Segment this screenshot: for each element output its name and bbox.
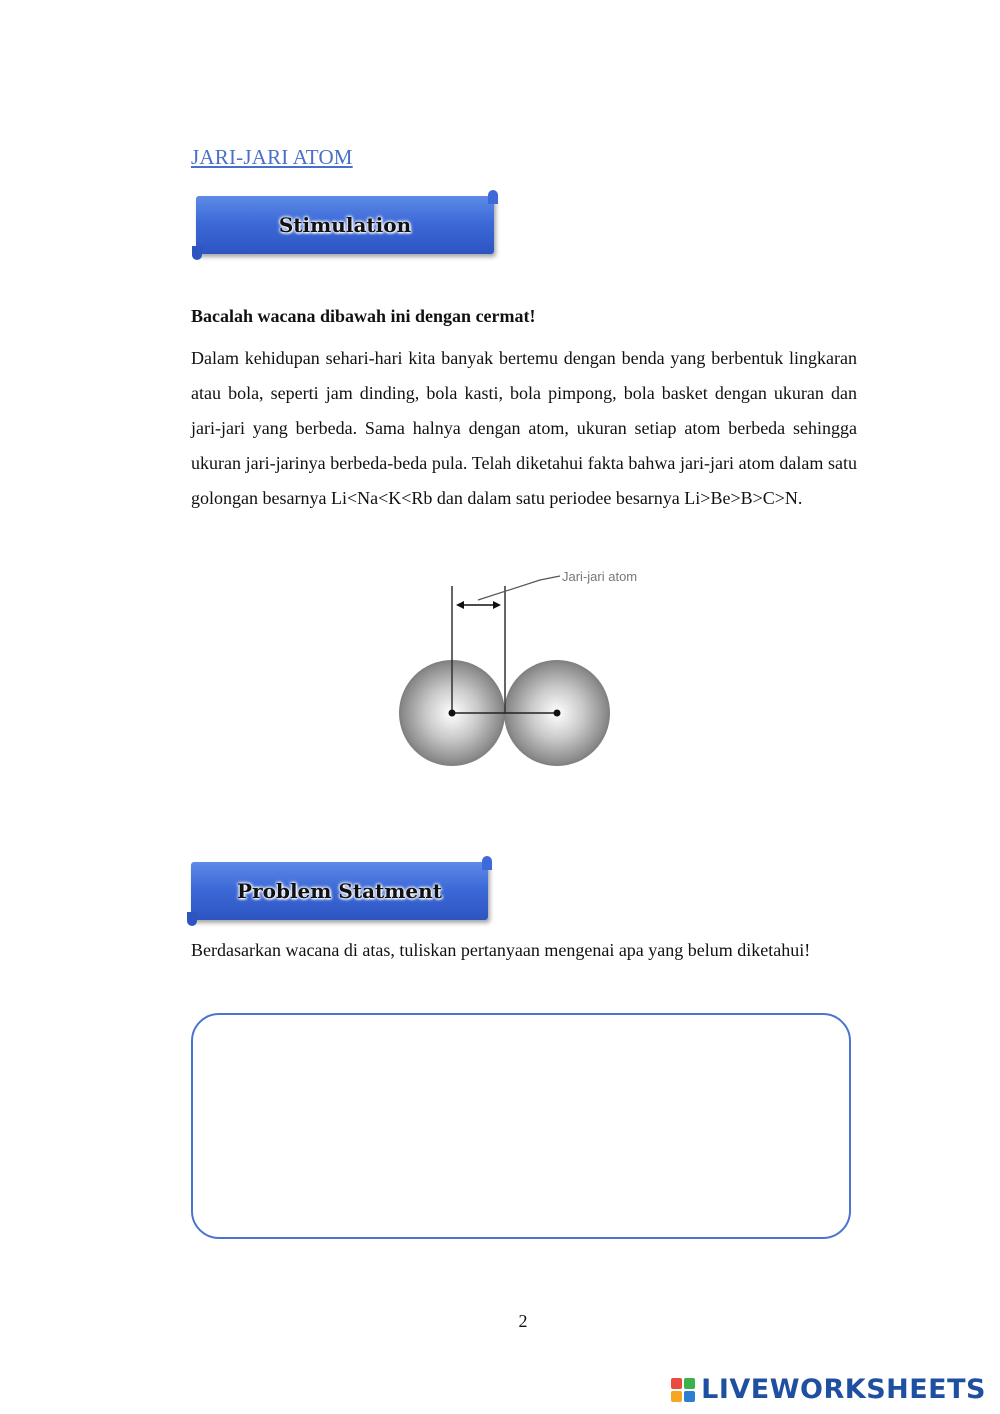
radius-arrowhead-left [456,601,464,609]
problem-statement-ribbon [191,862,488,920]
nucleus-left [449,710,456,717]
radius-arrowhead-right [493,601,501,609]
atomic-radius-diagram [390,560,670,775]
brand-name: LIVEWORKSHEETS [701,1374,986,1405]
logo-tile-2 [684,1378,695,1389]
nucleus-right [554,710,561,717]
answer-textbox[interactable] [191,1013,851,1239]
stimulation-ribbon [196,196,494,254]
logo-tile-1 [671,1378,682,1389]
instruction-text: Bacalah wacana dibawah ini dengan cermat! [191,306,536,326]
problem-statement-ribbon-label: Problem Statment [237,879,442,903]
stimulation-ribbon-label: Stimulation [278,213,412,237]
logo-tile-3 [671,1391,682,1402]
liveworksheets-logo-icon [671,1378,695,1402]
label-leader-line [478,576,560,600]
page-title: JARI-JARI ATOM [191,145,353,169]
reading-paragraph: Dalam kehidupan sehari-hari kita banyak bertemu dengan benda yang berbentuk lingkaran atau bola, seperti jam dinding, bola kasti, bola pimpong, bola basket dengan ukuran dan jari-jari yang berbeda. Sama halnya dengan atom, ukuran setiap atom berbeda sehingga ukuran jari-jarinya berbeda-beda pula. Telah diketahui fakta bahwa jari-jari atom dalam satu golongan besarnya Li<Na<K<Rb dan dalam satu periodee besarnya Li>Be>B>C>N. [191,348,857,508]
question-text: Berdasarkan wacana di atas, tuliskan pertanyaan mengenai apa yang belum diketahui! [191,940,811,960]
liveworksheets-brand [671,1374,986,1405]
logo-tile-4 [684,1391,695,1402]
diagram-label: Jari-jari atom [562,569,638,584]
page-number: 2 [518,1311,528,1331]
